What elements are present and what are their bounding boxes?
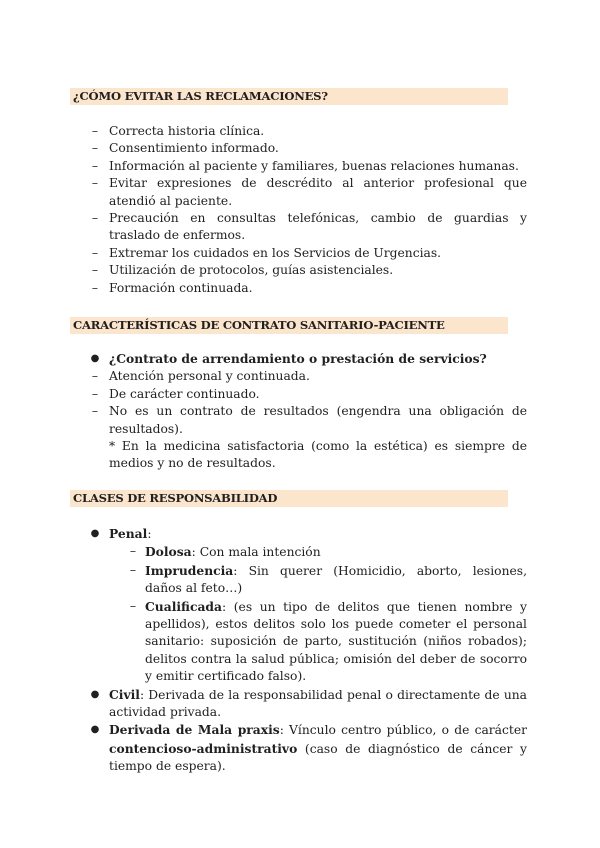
dash-marker: – <box>91 141 99 156</box>
bullet-marker: ● <box>90 724 100 736</box>
sub-item-dolosa: – Dolosa: Con mala intención <box>0 543 600 561</box>
sub-item-imprudencia: – Imprudencia: Sin querer (Homicidio, aborto, lesiones, daños al feto…) <box>0 562 600 598</box>
list-item: – Precaución en consultas telefónicas, cambio de guardias y traslado de enfermos. <box>0 210 600 245</box>
list-item: – Consentimiento informado. <box>0 140 600 157</box>
dash-marker: – <box>91 369 99 384</box>
contrato-list <box>0 350 600 473</box>
dash-marker: – <box>91 245 99 260</box>
dash-marker: – <box>91 263 99 278</box>
dash-marker: – <box>129 598 137 613</box>
dash-marker: – <box>91 176 99 191</box>
section-heading-responsabilidad: CLASES DE RESPONSABILIDAD <box>70 490 508 507</box>
section-heading-reclamaciones: ¿CÓMO EVITAR LAS RECLAMACIONES? <box>70 88 508 105</box>
sub-item-cualificada: – Cualificada: (es un tipo de delitos que tienen nombre y apellidos), estos delitos solo los puede cometer el personal sanitario: suposición de parto, sustitución (niños robados); delitos contra la salud pública; omisión del deber de socorro y emitir certificado falso). <box>0 598 600 686</box>
dash-marker: – <box>91 386 99 401</box>
dash-marker: – <box>91 280 99 295</box>
list-item-penal: ● Penal: <box>0 525 600 543</box>
list-item <box>0 350 600 368</box>
contrato-question: ¿Contrato de arrendamiento o prestación de servicios? <box>109 351 487 366</box>
list-item: – Formación continuada. <box>0 280 600 297</box>
contrato-note: * En la medicina satisfactoria (como la estética) es siempre de medios y no de resultados. <box>109 439 527 471</box>
bullet-marker: ● <box>90 688 100 700</box>
list-item: – Atención personal y continuada. <box>0 368 600 385</box>
reclamaciones-list <box>0 123 600 297</box>
list-item-mala-praxis: ● Derivada de Mala praxis: Vínculo centro público, o de carácter contencioso-administrativo (caso de diagnóstico de cáncer y tiempo de espera). <box>0 721 600 775</box>
section-heading-contrato: CARACTERÍSTICAS DE CONTRATO SANITARIO-PACIENTE <box>70 317 508 334</box>
bullet-marker: ● <box>90 353 100 364</box>
dash-marker: – <box>91 124 99 138</box>
list-item: – Correcta historia clínica. <box>0 123 600 140</box>
dash-marker: – <box>91 211 99 226</box>
list-item: – Evitar expresiones de descrédito al anterior profesional que atendió al paciente. <box>0 175 600 210</box>
bullet-marker: ● <box>90 528 100 539</box>
list-item: – Información al paciente y familiares, buenas relaciones humanas. <box>0 158 600 175</box>
dash-marker: – <box>91 404 99 419</box>
responsabilidad-list <box>0 525 600 776</box>
list-item: – Utilización de protocolos, guías asistenciales. <box>0 262 600 279</box>
dash-marker: – <box>129 544 137 559</box>
dash-marker: – <box>129 562 137 577</box>
list-item: – Extremar los cuidados en los Servicios de Urgencias. <box>0 245 600 262</box>
dash-marker: – <box>91 158 99 173</box>
list-item-civil: ● Civil: Derivada de la responsabilidad penal o directamente de una actividad privada. <box>0 686 600 722</box>
list-item: – No es un contrato de resultados (engendra una obligación de resultados). <box>0 403 600 438</box>
list-item: – De carácter continuado. <box>0 386 600 403</box>
